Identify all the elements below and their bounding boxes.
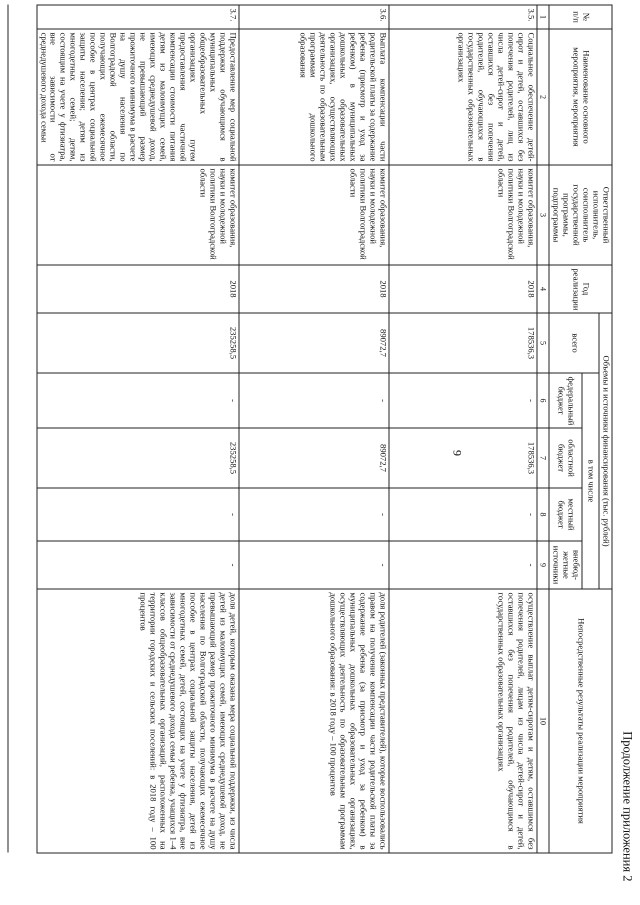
row-executor: комитет образования, науки и молодежной политики Волгоградской области (388, 165, 536, 265)
column-number: 10 (536, 589, 548, 853)
row-extrabudget: - (388, 541, 536, 589)
row-total: 235258,5 (36, 313, 238, 373)
row-local: - (238, 488, 388, 541)
header-executor: Ответственный исполнитель, соисполнитель государственной программы, подпрограммы (549, 165, 612, 265)
header-name: Наименование основного мероприятия, мероприятия (549, 29, 612, 165)
row-federal: - (388, 373, 536, 428)
row-executor: комитет образования, науки и молодежной политики Волгоградской области (238, 165, 388, 265)
row-federal: - (36, 373, 238, 428)
row-result: доля родителей (законных представителей), которые воспользовались правом на получение компенсации части родительской платы за содержание ребенка (за присмотр и уход за ребенком) в муниципальных дошкольных образовательных организациях, осуществляющих деятельность по образовательным программам дошкольного образования: в 2018 году – 100 процентов (238, 589, 388, 853)
table-row (388, 5, 536, 853)
row-measure-name: Социальное обеспечение детей-сирот и детей, оставшихся без попечения родителей, лиц из числа детей-сирот и детей, оставшихся без попечения родителей, обучающихся в государственных образовательных организациях (388, 29, 536, 165)
row-federal: - (238, 373, 388, 428)
header-federal: федеральный бюджет (549, 373, 582, 428)
financing-table (36, 4, 612, 853)
page-number: 9 (450, 449, 464, 456)
header-financing: Объемы и источники финансирования (тыс. рублей) (599, 313, 612, 589)
table-row (238, 5, 388, 853)
row-local: - (388, 488, 536, 541)
row-year: 2018 (238, 265, 388, 313)
row-regional: 178536,3 (388, 428, 536, 488)
header-results: Непосредственные результаты реализации мероприятия (549, 589, 612, 853)
continuation-label: Продолжение приложения 2 (620, 730, 634, 881)
header-total: всего (549, 313, 599, 373)
column-number: 5 (536, 313, 548, 373)
header-regional: областной бюджет (549, 428, 582, 488)
header-including: в том числе (582, 373, 599, 589)
column-number: 3 (536, 165, 548, 265)
header-number: № п/п (549, 5, 612, 29)
row-measure-name: Выплата компенсации части родительской платы за содержание ребенка (присмотр и уход за ребенком) в муниципальных дошкольных образовательных организациях, осуществляющих деятельность по образовательным программам дошкольного образования (238, 29, 388, 165)
page-bottom-rule (7, 4, 8, 852)
column-number: 1 (536, 5, 548, 29)
row-regional: 235258,5 (36, 428, 238, 488)
column-number: 9 (536, 541, 548, 589)
column-number: 2 (536, 29, 548, 165)
row-total: 89072,7 (238, 313, 388, 373)
row-measure-name: Предоставление мер социальной поддержки обучающимся в муниципальных общеобразовательных организациях путем предоставления частичной компенсации стоимости питания детям из малоимущих семей, имеющих среднедушевой доход, не превышающий размер прожиточного минимума в расчете на душу населения по Волгоградской области, получающих ежемесячное пособие в центрах социальной защиты населения; детям из многодетных семей; детям, состоящим на учете у фтизиатра, вне зависимости от среднедушевого дохода семьи (36, 29, 238, 165)
column-number: 6 (536, 373, 548, 428)
row-total: 178536,3 (388, 313, 536, 373)
row-regional: 89072,7 (238, 428, 388, 488)
header-extrabudget: внебюд-жетные источники (549, 541, 582, 589)
row-result: осуществление выплат детям-сиротам и детям, оставшимся без попечения родителей, лицам из числа детей-сирот и детей, оставшихся без попечения родителей, обучающимся в государственных образовательных организациях (388, 589, 536, 853)
row-number: 3.7. (36, 5, 238, 29)
row-number: 3.6. (238, 5, 388, 29)
header-year: Год реализации (549, 265, 612, 313)
column-number-row (536, 5, 548, 853)
row-extrabudget: - (238, 541, 388, 589)
row-executor: комитет образования, науки и молодежной политики Волгоградской области (36, 165, 238, 265)
row-year: 2018 (388, 265, 536, 313)
column-number: 7 (536, 428, 548, 488)
table-row (36, 5, 238, 853)
header-local: местный бюджет (549, 488, 582, 541)
column-number: 4 (536, 265, 548, 313)
row-year: 2018 (36, 265, 238, 313)
column-number: 8 (536, 488, 548, 541)
row-number: 3.5. (388, 5, 536, 29)
row-extrabudget: - (36, 541, 238, 589)
row-result: доля детей, которым оказана мера социальной поддержки, из числа детей из малоимущих семей, имеющих среднедушевой доход, не превышающий размер прожиточного минимума в расчете на душу населения по Волгоградской области, получающих ежемесячное пособие в центрах социальной защиты населения, детей из многодетных семей, детей, состоящих на учете у фтизиатра, вне зависимости от среднедушевого дохода семьи ребенка, учащихся 1–4 классов общеобразовательных организаций, расположенных на территории городских и сельских поселений: в 2018 году – 100 процентов (36, 589, 238, 853)
row-local: - (36, 488, 238, 541)
